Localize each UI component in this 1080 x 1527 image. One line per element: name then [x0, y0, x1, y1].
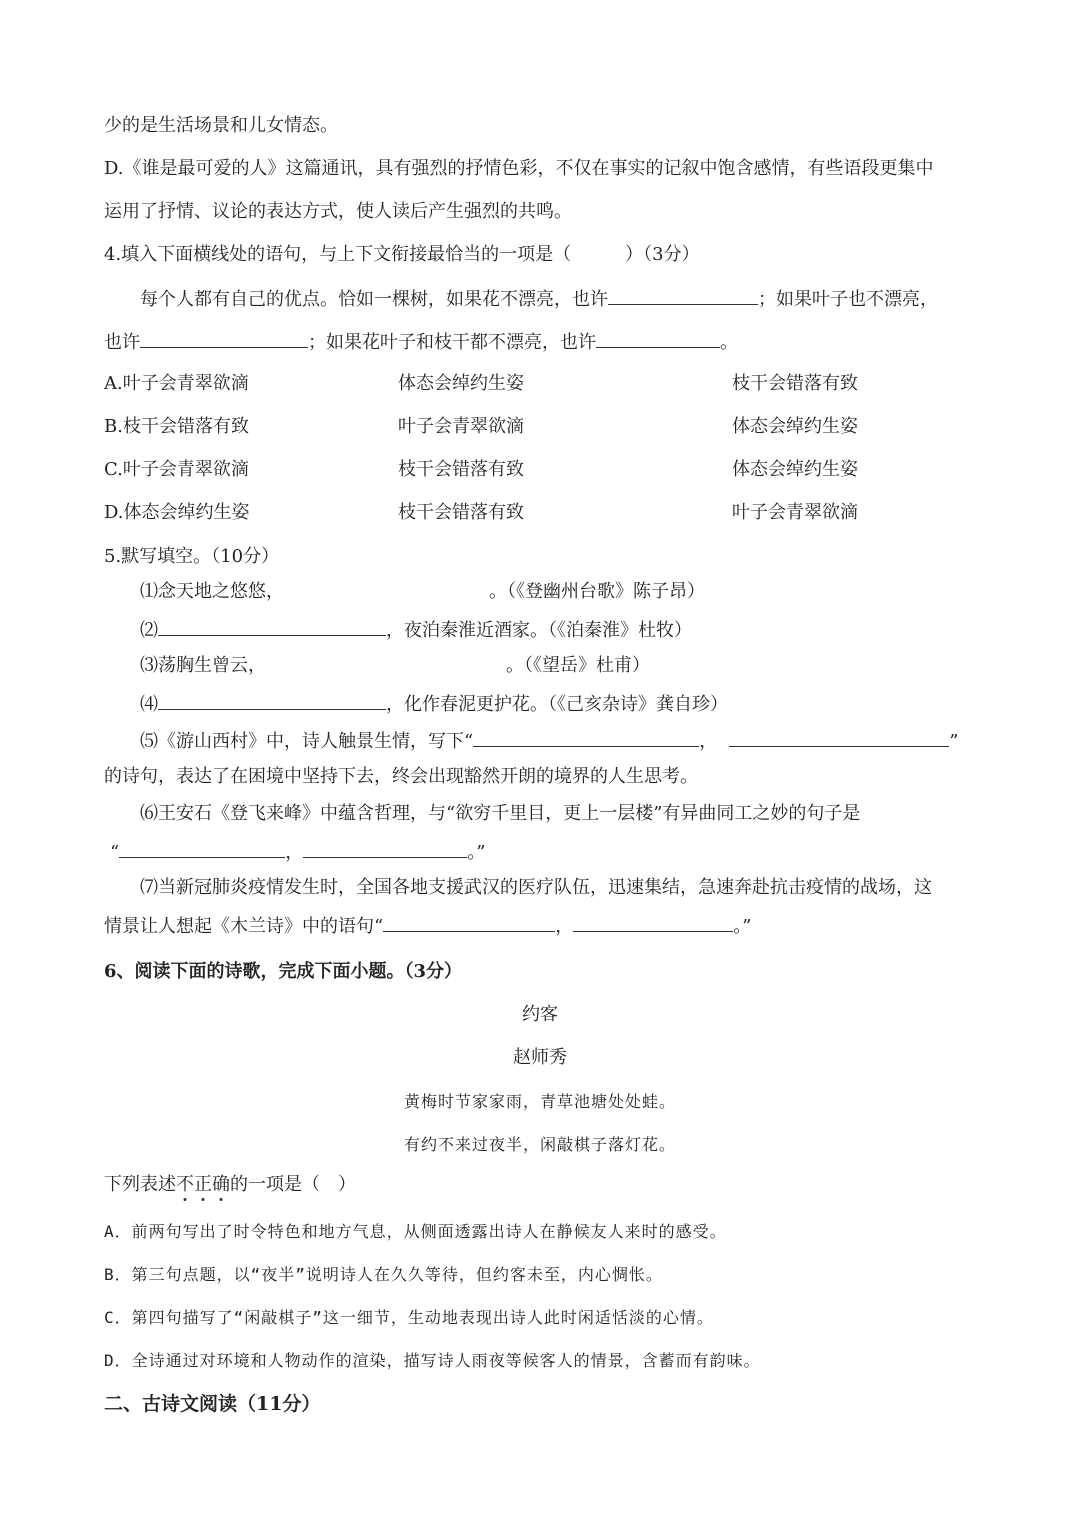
q5-item-5-continued: 的诗句，表达了在困境中坚持下去，终会出现豁然开朗的境界的人生思考。 — [104, 766, 698, 787]
q4-para1-text: 每个人都有自己的优点。恰如一棵树，如果花不漂亮，也许 — [140, 289, 608, 310]
q5-item6-close: 。” — [467, 842, 486, 863]
q5-item6-open-quote: “ — [110, 842, 120, 863]
q5-item-4 — [140, 691, 728, 717]
q4-paragraph-line1 — [140, 286, 938, 312]
q4-option-c-col1[interactable]: C.叶子会青翠欲滴 — [104, 459, 249, 480]
q5-item-5 — [140, 728, 958, 754]
q6-question-pre: 下列表述 — [104, 1174, 176, 1195]
q4-option-d-col3: 叶子会青翠欲滴 — [732, 502, 858, 523]
q4-para2a-text: 也许 — [104, 332, 140, 353]
q5-item1-text: ⑴念天地之悠悠， — [140, 581, 284, 602]
q6-option-a[interactable]: A．前两句写出了时令特色和地方气息，从侧面透露出诗人在静候友人来时的感受。 — [104, 1222, 727, 1241]
q4-option-a-col1[interactable]: A.叶子会青翠欲滴 — [104, 373, 249, 394]
q5-item7-text: 情景让人想起《木兰诗》中的语句“ — [104, 916, 384, 937]
q5-item3-source: 。（《望岳》杜甫） — [506, 655, 650, 676]
q5-item7-comma: ， — [555, 916, 574, 937]
q5-item-7-continued — [104, 913, 751, 939]
q5-item3-text: ⑶荡胸生曾云， — [140, 655, 266, 676]
poem-title: 约客 — [522, 1004, 558, 1025]
section-2-heading: 二、古诗文阅读（11分） — [104, 1393, 321, 1415]
emphasis-char-1: 不 — [176, 1174, 194, 1195]
q4-para2c-text: 。 — [720, 332, 738, 353]
q4-option-a-col3: 枝干会错落有致 — [732, 373, 858, 394]
q4-option-c-col3: 体态会绰约生姿 — [732, 459, 858, 480]
q5-item5-quote: ” — [949, 731, 959, 752]
q6-title: 6、阅读下面的诗歌，完成下面小题。（3分） — [104, 961, 463, 982]
q5-item5-comma: ， — [699, 731, 718, 752]
q5-blank-6b[interactable] — [303, 839, 467, 858]
poem-author: 赵师秀 — [513, 1047, 567, 1068]
q4-option-d-col1[interactable]: D.体态会绰约生姿 — [104, 502, 250, 523]
q6-question — [104, 1173, 356, 1197]
q5-item-7: ⑺当新冠肺炎疫情发生时，全国各地支援武汉的医疗队伍，迅速集结，急速奔赴抗击疫情的战场，这 — [140, 877, 932, 898]
q5-blank-5a[interactable] — [473, 728, 699, 747]
q6-option-b[interactable]: B．第三句点题，以“夜半”说明诗人在久久等待，但约客未至，内心惆怅。 — [104, 1265, 663, 1284]
q4-blank-1[interactable] — [608, 286, 758, 305]
q4-option-b-col2: 叶子会青翠欲滴 — [398, 416, 524, 437]
q5-item-6-blanks — [110, 839, 485, 865]
q5-blank-5b[interactable] — [729, 728, 949, 747]
poem-line-1: 黄梅时节家家雨，青草池塘处处蛙。 — [403, 1092, 676, 1111]
q3-option-d-line1: D.《谁是最可爱的人》这篇通讯，具有强烈的抒情色彩，不仅在事实的记叙中饱含感情，有些语段更集中 — [104, 158, 934, 179]
q5-item6-comma: ， — [285, 842, 304, 863]
q4-option-d-col2: 枝干会错落有致 — [398, 502, 524, 523]
q4-para2b-text: ；如果花叶子和枝干都不漂亮，也许 — [308, 332, 596, 353]
q5-item1-source: 。（《登幽州台歌》陈子昂） — [489, 581, 705, 602]
q4-para1b-text: ；如果叶子也不漂亮， — [758, 289, 938, 310]
q5-title: 5.默写填空。（10分） — [104, 546, 280, 567]
q4-prompt: 4.填入下面横线处的语句，与上下文衔接最恰当的一项是（ ）（3分） — [104, 244, 700, 265]
q5-item-6: ⑹王安石《登飞来峰》中蕴含哲理，与“欲穷千里目，更上一层楼”有异曲同工之妙的句子是 — [140, 803, 861, 824]
q5-item-3 — [140, 654, 650, 678]
q5-item4-num: ⑷ — [140, 694, 158, 715]
emphasis-char-3: 确 — [212, 1174, 230, 1195]
q5-blank-7b[interactable] — [573, 913, 733, 932]
q4-option-c-col2: 枝干会错落有致 — [398, 459, 524, 480]
q4-blank-3[interactable] — [596, 329, 720, 348]
poem-line-2: 有约不来过夜半，闲敲棋子落灯花。 — [403, 1135, 676, 1154]
q4-blank-2[interactable] — [140, 329, 308, 348]
q4-option-b-col1[interactable]: B.枝干会错落有致 — [104, 416, 249, 437]
q4-option-a-col2: 体态会绰约生姿 — [398, 373, 524, 394]
emphasis-char-2: 正 — [194, 1174, 212, 1195]
q5-item2-text: ，夜泊秦淮近酒家。（《泊秦淮》杜牧） — [386, 620, 692, 641]
q6-option-d[interactable]: D．全诗通过对环境和人物动作的渲染，描写诗人雨夜等候客人的情景，含蓄而有韵味。 — [104, 1351, 761, 1370]
q5-item5-text: ⑸《游山西村》中，诗人触景生情，写下“ — [140, 731, 474, 752]
q5-item4-text: ，化作春泥更护花。（《己亥杂诗》龚自珍） — [386, 694, 728, 715]
q4-paragraph-line2 — [104, 329, 738, 355]
q5-item-1 — [140, 580, 705, 604]
q5-blank-7a[interactable] — [383, 913, 555, 932]
q5-item-2 — [140, 617, 692, 643]
q3-option-d-line2: 运用了抒情、议论的表达方式，使人读后产生强烈的共鸣。 — [104, 201, 572, 222]
q5-blank-2[interactable] — [158, 617, 386, 636]
q5-item7-close: 。” — [733, 916, 752, 937]
q5-blank-4[interactable] — [158, 691, 386, 710]
q5-item2-num: ⑵ — [140, 620, 158, 641]
q5-blank-6a[interactable] — [119, 839, 285, 858]
q4-option-b-col3: 体态会绰约生姿 — [732, 416, 858, 437]
q6-question-post: 的一项是（ ） — [230, 1174, 356, 1195]
q6-option-c[interactable]: C．第四句描写了“闲敲棋子”这一细节，生动地表现出诗人此时闲适恬淡的心情。 — [104, 1308, 714, 1327]
q3-tail: 少的是生活场景和儿女情态。 — [104, 115, 338, 136]
